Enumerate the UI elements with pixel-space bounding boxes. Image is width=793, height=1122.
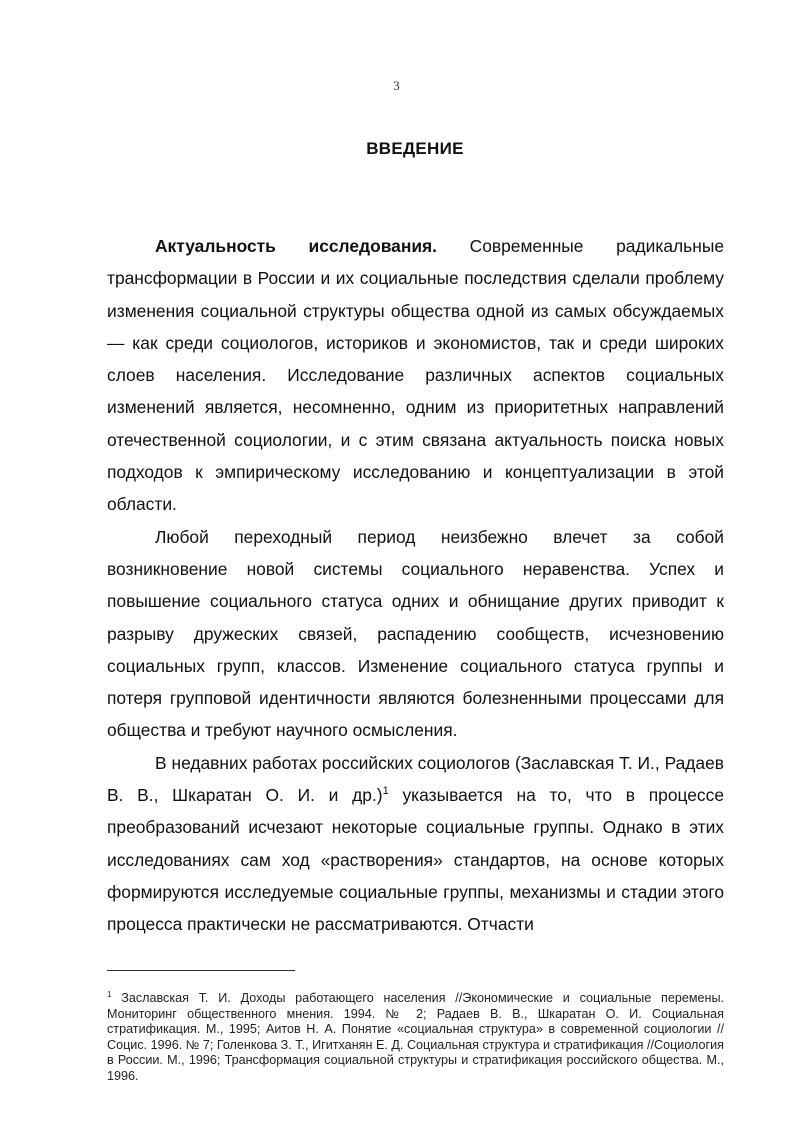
paragraph-text: Любой переходный период неизбежно влечет за собой возникновение новой системы социального неравенства. Успех и повышение социального статуса одних и обнищание других приводит к разрыву дружеских связей, распадению сообществ, исчезновению социальных групп, классов. Изменение социального статуса группы и потеря групповой идентичности являются болезненными процессами для общества и требуют научного осмысления. — [107, 526, 724, 741]
paragraph-lead: Актуальность исследования. — [155, 236, 437, 256]
paragraph-text: В недавних работах российских социологов (Заславская Т. И., Радаев В. В., Шкаратан О. И. и др.) — [107, 752, 724, 806]
footnote-separator — [107, 970, 295, 971]
body-text — [107, 230, 724, 941]
paragraph-transition — [107, 521, 724, 747]
paragraph-recent-works — [107, 747, 724, 941]
footnote-text: Заславская Т. И. Доходы работающего населения //Экономические и социальные перемены. Мониторинг общественного мнения. 1994. № 2; Радаев В. В., Шкаратан О. И. Социальная стратификация. М., 1995; Аитов Н. А. Понятие «социальная структура» в современной социологии //Социс. 1996. № 7; Голенкова З. Т., Игитханян Е. Д. Социальная структура и стратификация //Социология в России. М., 1996; Трансформация социальной структуры и стратификация российского общества. М., 1996. — [107, 991, 724, 1083]
page-number: 3 — [393, 78, 400, 93]
paragraph-relevance — [107, 230, 724, 521]
footnote — [107, 991, 724, 1085]
section-heading: ВВЕДЕНИЕ — [366, 139, 464, 158]
paragraph-text: Современные радикальные трансформации в России и их социальные последствия сделали проблему изменения социальной структуры общества одной из самых обсуждаемых — как среди социологов, историков и экономистов, так и среди широких слоев населения. Исследование различных аспектов социальных изменений является, несомненно, одним из приоритетных направлений отечественной социологии, и с этим связана актуальность поиска новых подходов к эмпирическому исследованию и концептуализации в этой области. — [107, 236, 724, 515]
paragraph-text: указывается на то, что в процессе преобразований исчезают некоторые социальные группы. Однако в этих исследованиях сам ход «растворения» стандартов, на основе которых формируются исследуемые социальные группы, механизмы и стадии этого процесса практически не рассматриваются. Отчасти — [107, 785, 724, 935]
footnote-reference: 1 — [382, 785, 389, 798]
footnote-marker: 1 — [107, 989, 112, 999]
